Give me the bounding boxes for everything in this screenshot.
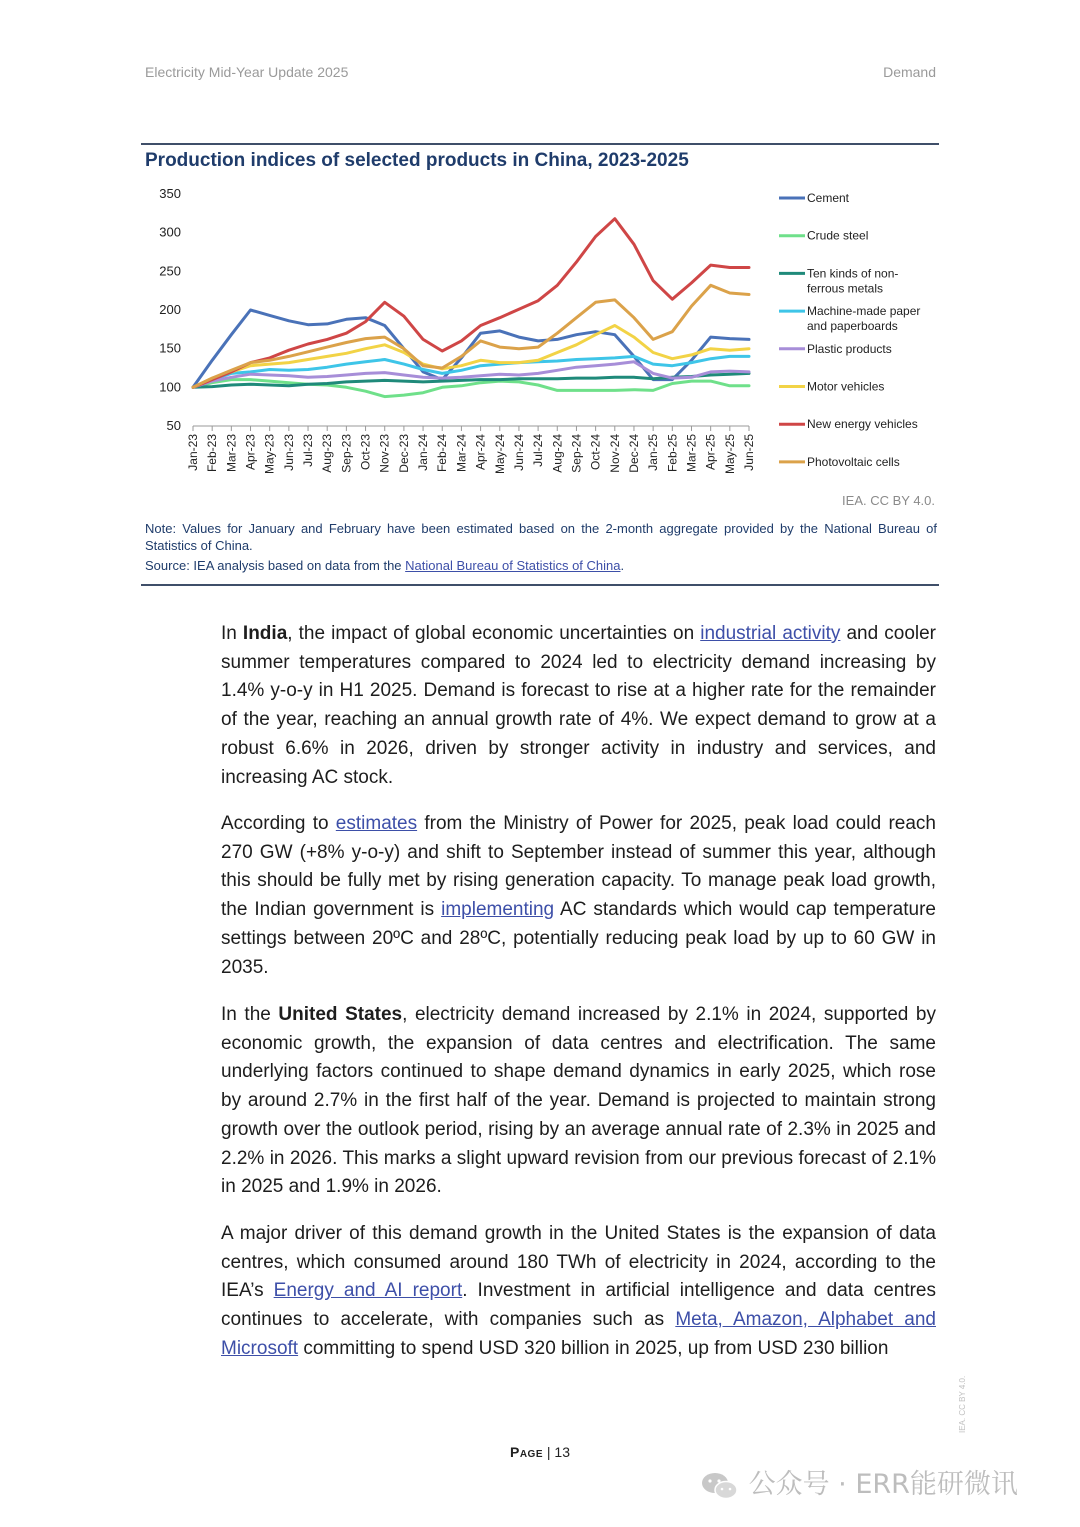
x-tick-label: Mar-25	[684, 434, 699, 473]
x-tick-label: Apr-25	[703, 434, 718, 471]
link-implementing[interactable]: implementing	[441, 899, 555, 921]
x-tick-label: Apr-24	[473, 434, 488, 471]
link-energy-and-ai-report[interactable]: Energy and AI report	[273, 1280, 463, 1302]
x-tick-label: Sep-24	[569, 434, 584, 473]
x-tick-label: May-25	[722, 434, 737, 475]
legend-label: Photovoltaic cells	[807, 454, 900, 469]
x-tick-label: Nov-24	[607, 434, 622, 473]
legend-label: New energy vehicles	[807, 417, 918, 432]
paragraph-india-peak-load: According to estimates from the Ministry of Power for 2025, peak load could reach 270 GW (+8% y-o-y) and shift to September instead of summer this year, although this should be fully met by rising generation capacity. To manage peak load growth, the Indian government is implementing AC standards which would cap temperature settings between 20ºC and 28ºC, potentially reducing peak load by up to 60 GW in 2035.	[221, 813, 936, 978]
x-tick-label: Mar-24	[454, 434, 469, 473]
x-tick-label: Dec-23	[396, 434, 411, 473]
x-tick-label: May-24	[492, 434, 507, 475]
x-tick-label: Feb-23	[205, 434, 220, 473]
x-tick-label: Feb-25	[665, 434, 680, 473]
x-tick-label: Jan-24	[416, 434, 431, 471]
x-tick-label: Jun-24	[511, 434, 526, 471]
page-number: 13	[554, 1444, 570, 1460]
x-tick-label: Mar-23	[224, 434, 239, 473]
chart-legend	[779, 191, 920, 469]
x-tick-label: Jul-24	[531, 434, 546, 467]
x-tick-label: Oct-23	[358, 434, 373, 471]
chart-title: Production indices of selected products in China, 2023-2025	[145, 150, 689, 171]
figure-bottom-rule	[141, 584, 939, 586]
x-tick-label: Jun-25	[742, 434, 756, 471]
production-indices-chart	[141, 180, 941, 490]
x-axis	[186, 426, 756, 474]
link-industrial-activity[interactable]: industrial activity	[700, 623, 841, 644]
y-tick-label: 200	[159, 302, 181, 317]
y-axis	[159, 186, 181, 433]
x-tick-label: Dec-24	[626, 434, 641, 473]
legend-label: Machine-made paper and paperboards	[807, 304, 921, 334]
series-line-crude-steel	[193, 380, 749, 397]
x-tick-label: Aug-23	[320, 434, 335, 473]
x-tick-label: Feb-24	[435, 434, 450, 473]
link-meta-amazon-alphabet-microsoft[interactable]: Meta, Amazon, Alphabet and Microsoft	[221, 1309, 936, 1359]
page-footer: Page | 13	[509, 1444, 570, 1460]
x-tick-label: Aug-24	[550, 434, 565, 473]
figure-note: Note: Values for January and February have been estimated based on the 2-month aggregate provided by the National Bureau of Statistics of China.	[145, 521, 937, 553]
y-tick-label: 150	[159, 340, 181, 356]
figure-source: Source: IEA analysis based on data from the National Bureau of Statistics of China.	[145, 558, 625, 573]
x-tick-label: Jan-23	[186, 434, 200, 471]
source-link-nbs[interactable]: National Bureau of Statistics of China	[405, 558, 621, 573]
legend-label: Cement	[807, 191, 850, 205]
wechat-icon	[700, 1471, 740, 1501]
y-tick-label: 250	[159, 263, 181, 279]
figure-top-rule	[141, 143, 939, 145]
paragraph-data-centres: A major driver of this demand growth in the United States is the expansion of data centres, which consumed around 180 TWh of electricity in 2024, according to the IEA’s Energy and AI report. Investment in artificial intelligence and data centres continues to accelerate, with companies such as Meta, Amazon, Alphabet and Microsoft committing to spend USD 320 billion in 2025, up from USD 230 billion	[221, 1223, 936, 1359]
header-doc-title: Electricity Mid-Year Update 2025	[145, 64, 349, 80]
legend-label: Crude steel	[807, 228, 869, 243]
paragraph-india: In India, the impact of global economic uncertainties on industrial activity and cooler summer temperatures compared to 2024 led to electricity demand increasing by 1.4% y-o-y in H1 2025. Demand is forecast to rise at a higher rate for the remainder of the year, reaching an annual growth rate of 4%. We expect demand to grow at a robust 6.6% in 2026, driven by stronger activity in industry and services, and increasing AC stock.	[221, 623, 936, 788]
y-tick-label: 300	[159, 224, 181, 240]
page-label: Page	[509, 1444, 543, 1460]
link-estimates[interactable]: estimates	[335, 813, 418, 834]
x-tick-label: Jun-23	[281, 434, 296, 471]
x-tick-label: May-23	[262, 434, 277, 475]
x-tick-label: Jul-23	[301, 434, 316, 467]
x-tick-label: Jan-25	[646, 434, 661, 471]
legend-label: Ten kinds of non-ferrous metals	[807, 266, 899, 296]
y-tick-label: 100	[159, 379, 181, 395]
watermark: 公众号 · ERR能研微讯	[700, 1462, 1018, 1501]
x-tick-label: Sep-23	[339, 434, 354, 473]
x-tick-label: Oct-24	[588, 434, 603, 471]
y-tick-label: 350	[159, 186, 181, 201]
side-credit: IEA. CC BY 4.0.	[958, 1375, 967, 1433]
paragraph-united-states: In the United States, electricity demand increased by 2.1% in 2024, supported by economic growth, the expansion of data centres and electrification. The same underlying factors continued to shape demand dynamics in early 2025, which rose by around 2.7% in the first half of the year. Demand is projected to maintain strong growth over the outlook period, rising by an average annual rate of 2.3% in 2025 and 2.2% in 2026. This marks a slight upward revision from our previous forecast of 2.1% in 2025 and 1.9% in 2026.	[221, 1004, 936, 1198]
series-lines	[193, 219, 749, 397]
x-tick-label: Apr-23	[243, 434, 258, 471]
figure-credit: IEA. CC BY 4.0.	[842, 493, 935, 508]
x-tick-label: Nov-23	[377, 434, 392, 473]
series-line-photovoltaic-cells	[193, 285, 749, 387]
legend-label: Plastic products	[807, 341, 892, 356]
y-tick-label: 50	[166, 418, 181, 433]
legend-label: Motor vehicles	[807, 379, 885, 394]
header-section: Demand	[883, 64, 936, 80]
